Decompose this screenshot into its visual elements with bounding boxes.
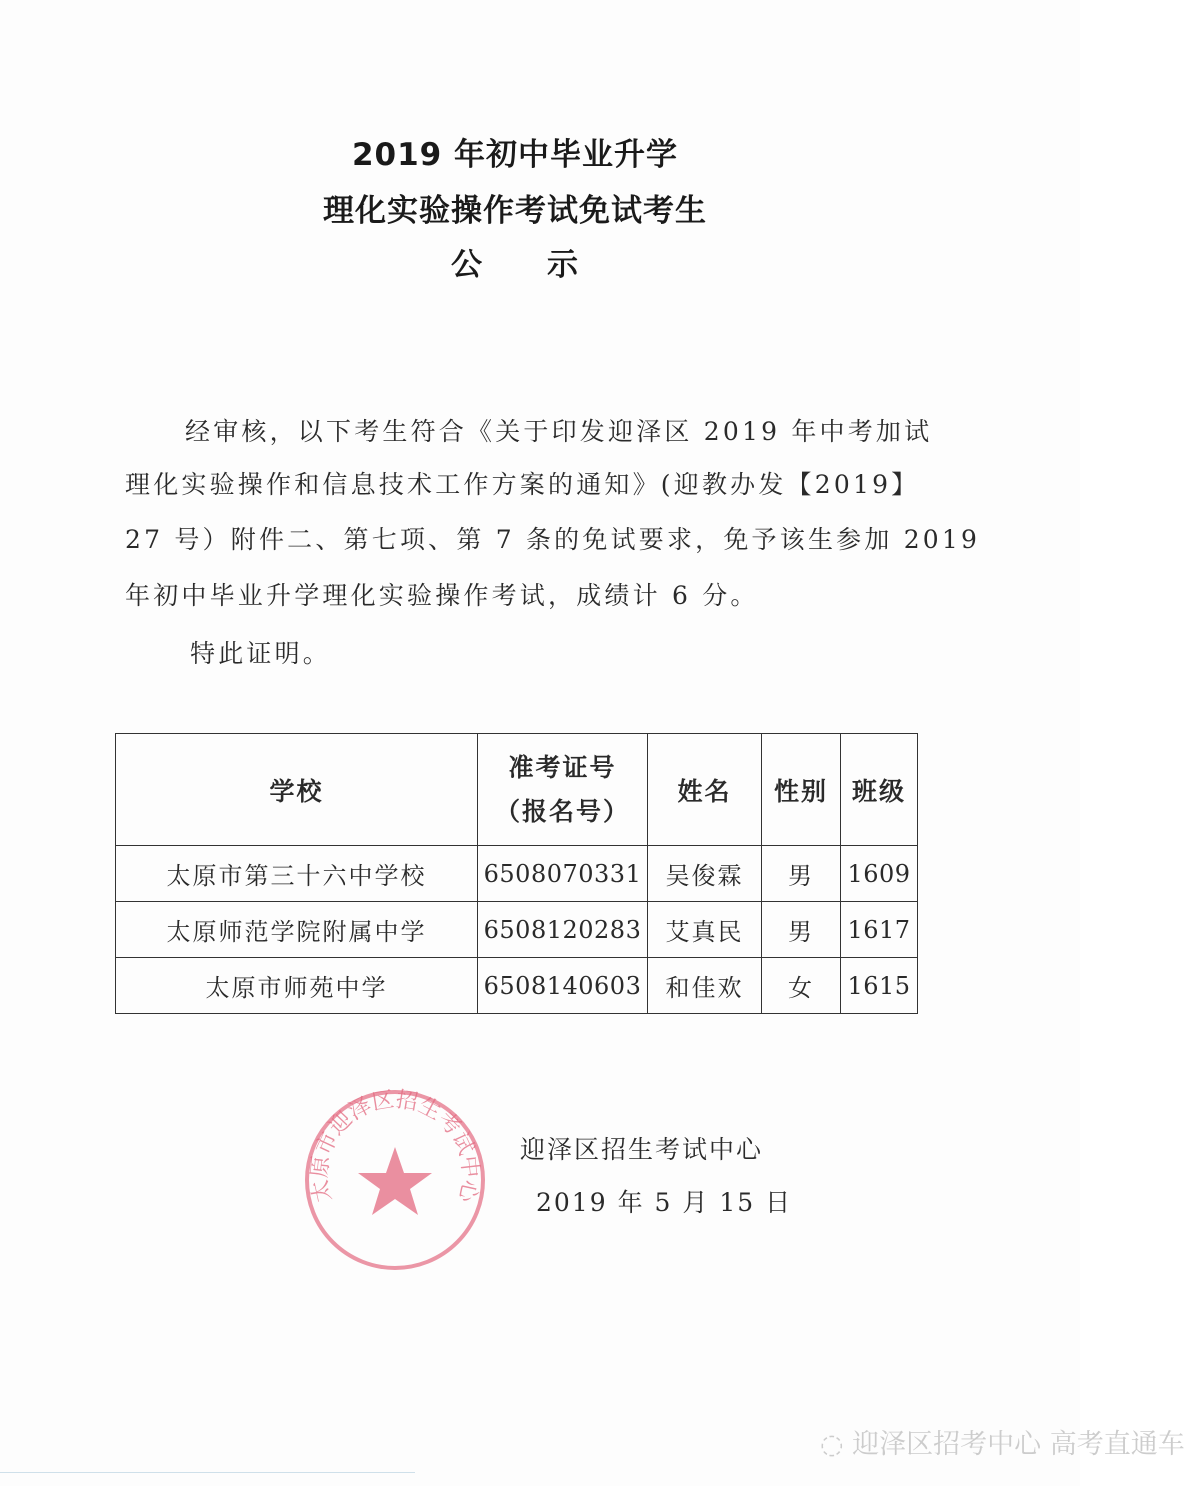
wechat-icon: ◌ xyxy=(820,1429,844,1460)
cell-exam-no: 6508140603 xyxy=(478,958,648,1014)
cell-gender: 女 xyxy=(762,958,841,1014)
watermark xyxy=(820,1428,1185,1462)
issue-date: 2019 年 5 月 15 日 xyxy=(536,1188,793,1217)
cell-class: 1615 xyxy=(841,958,918,1014)
issuing-organization: 迎泽区招生考试中心 xyxy=(520,1135,764,1164)
table-header-row xyxy=(116,734,918,846)
header-class: 班级 xyxy=(841,734,918,846)
table-row xyxy=(116,902,918,958)
body-line: 理化实验操作和信息技术工作方案的通知》(迎教办发【2019】 xyxy=(125,470,920,499)
header-exam-no xyxy=(478,734,648,846)
cell-exam-no: 6508120283 xyxy=(478,902,648,958)
title-line-1: 2019 年初中毕业升学 xyxy=(351,137,679,173)
title-line-3: 公 示 xyxy=(451,247,579,283)
divider xyxy=(0,1472,415,1473)
watermark-text: 迎泽区招考中心 高考直通车 xyxy=(852,1429,1185,1460)
header-exam-no-label: 准考证号 xyxy=(508,752,617,782)
title-line-2: 理化实验操作考试免试考生 xyxy=(323,193,707,229)
cell-school: 太原市师苑中学 xyxy=(116,958,478,1014)
cell-class: 1609 xyxy=(841,846,918,902)
body-line: 27 号）附件二、第七项、第 7 条的免试要求，免予该生参加 2019 xyxy=(125,525,981,554)
cell-school: 太原师范学院附属中学 xyxy=(116,902,478,958)
body-line: 特此证明。 xyxy=(190,639,332,668)
header-reg-no-label: （报名号） xyxy=(494,796,630,826)
body-line: 年初中毕业升学理化实验操作考试，成绩计 6 分。 xyxy=(125,581,759,610)
exempt-students-table xyxy=(115,733,918,1014)
table-row xyxy=(116,958,918,1014)
header-name: 姓名 xyxy=(648,734,762,846)
cell-gender: 男 xyxy=(762,846,841,902)
header-school: 学校 xyxy=(116,734,478,846)
cell-name: 吴俊霖 xyxy=(648,846,762,902)
cell-gender: 男 xyxy=(762,902,841,958)
seal-text: 太原市迎泽区招生考试中心 xyxy=(307,1087,483,1205)
cell-name: 和佳欢 xyxy=(648,958,762,1014)
body-line: 经审核，以下考生符合《关于印发迎泽区 2019 年中考加试 xyxy=(185,417,933,446)
cell-school: 太原市第三十六中学校 xyxy=(116,846,478,902)
cell-exam-no: 6508070331 xyxy=(478,846,648,902)
table-row xyxy=(116,846,918,902)
cell-class: 1617 xyxy=(841,902,918,958)
cell-name: 艾真民 xyxy=(648,902,762,958)
official-seal xyxy=(300,1085,490,1275)
star-icon xyxy=(358,1147,432,1215)
header-gender: 性别 xyxy=(762,734,841,846)
